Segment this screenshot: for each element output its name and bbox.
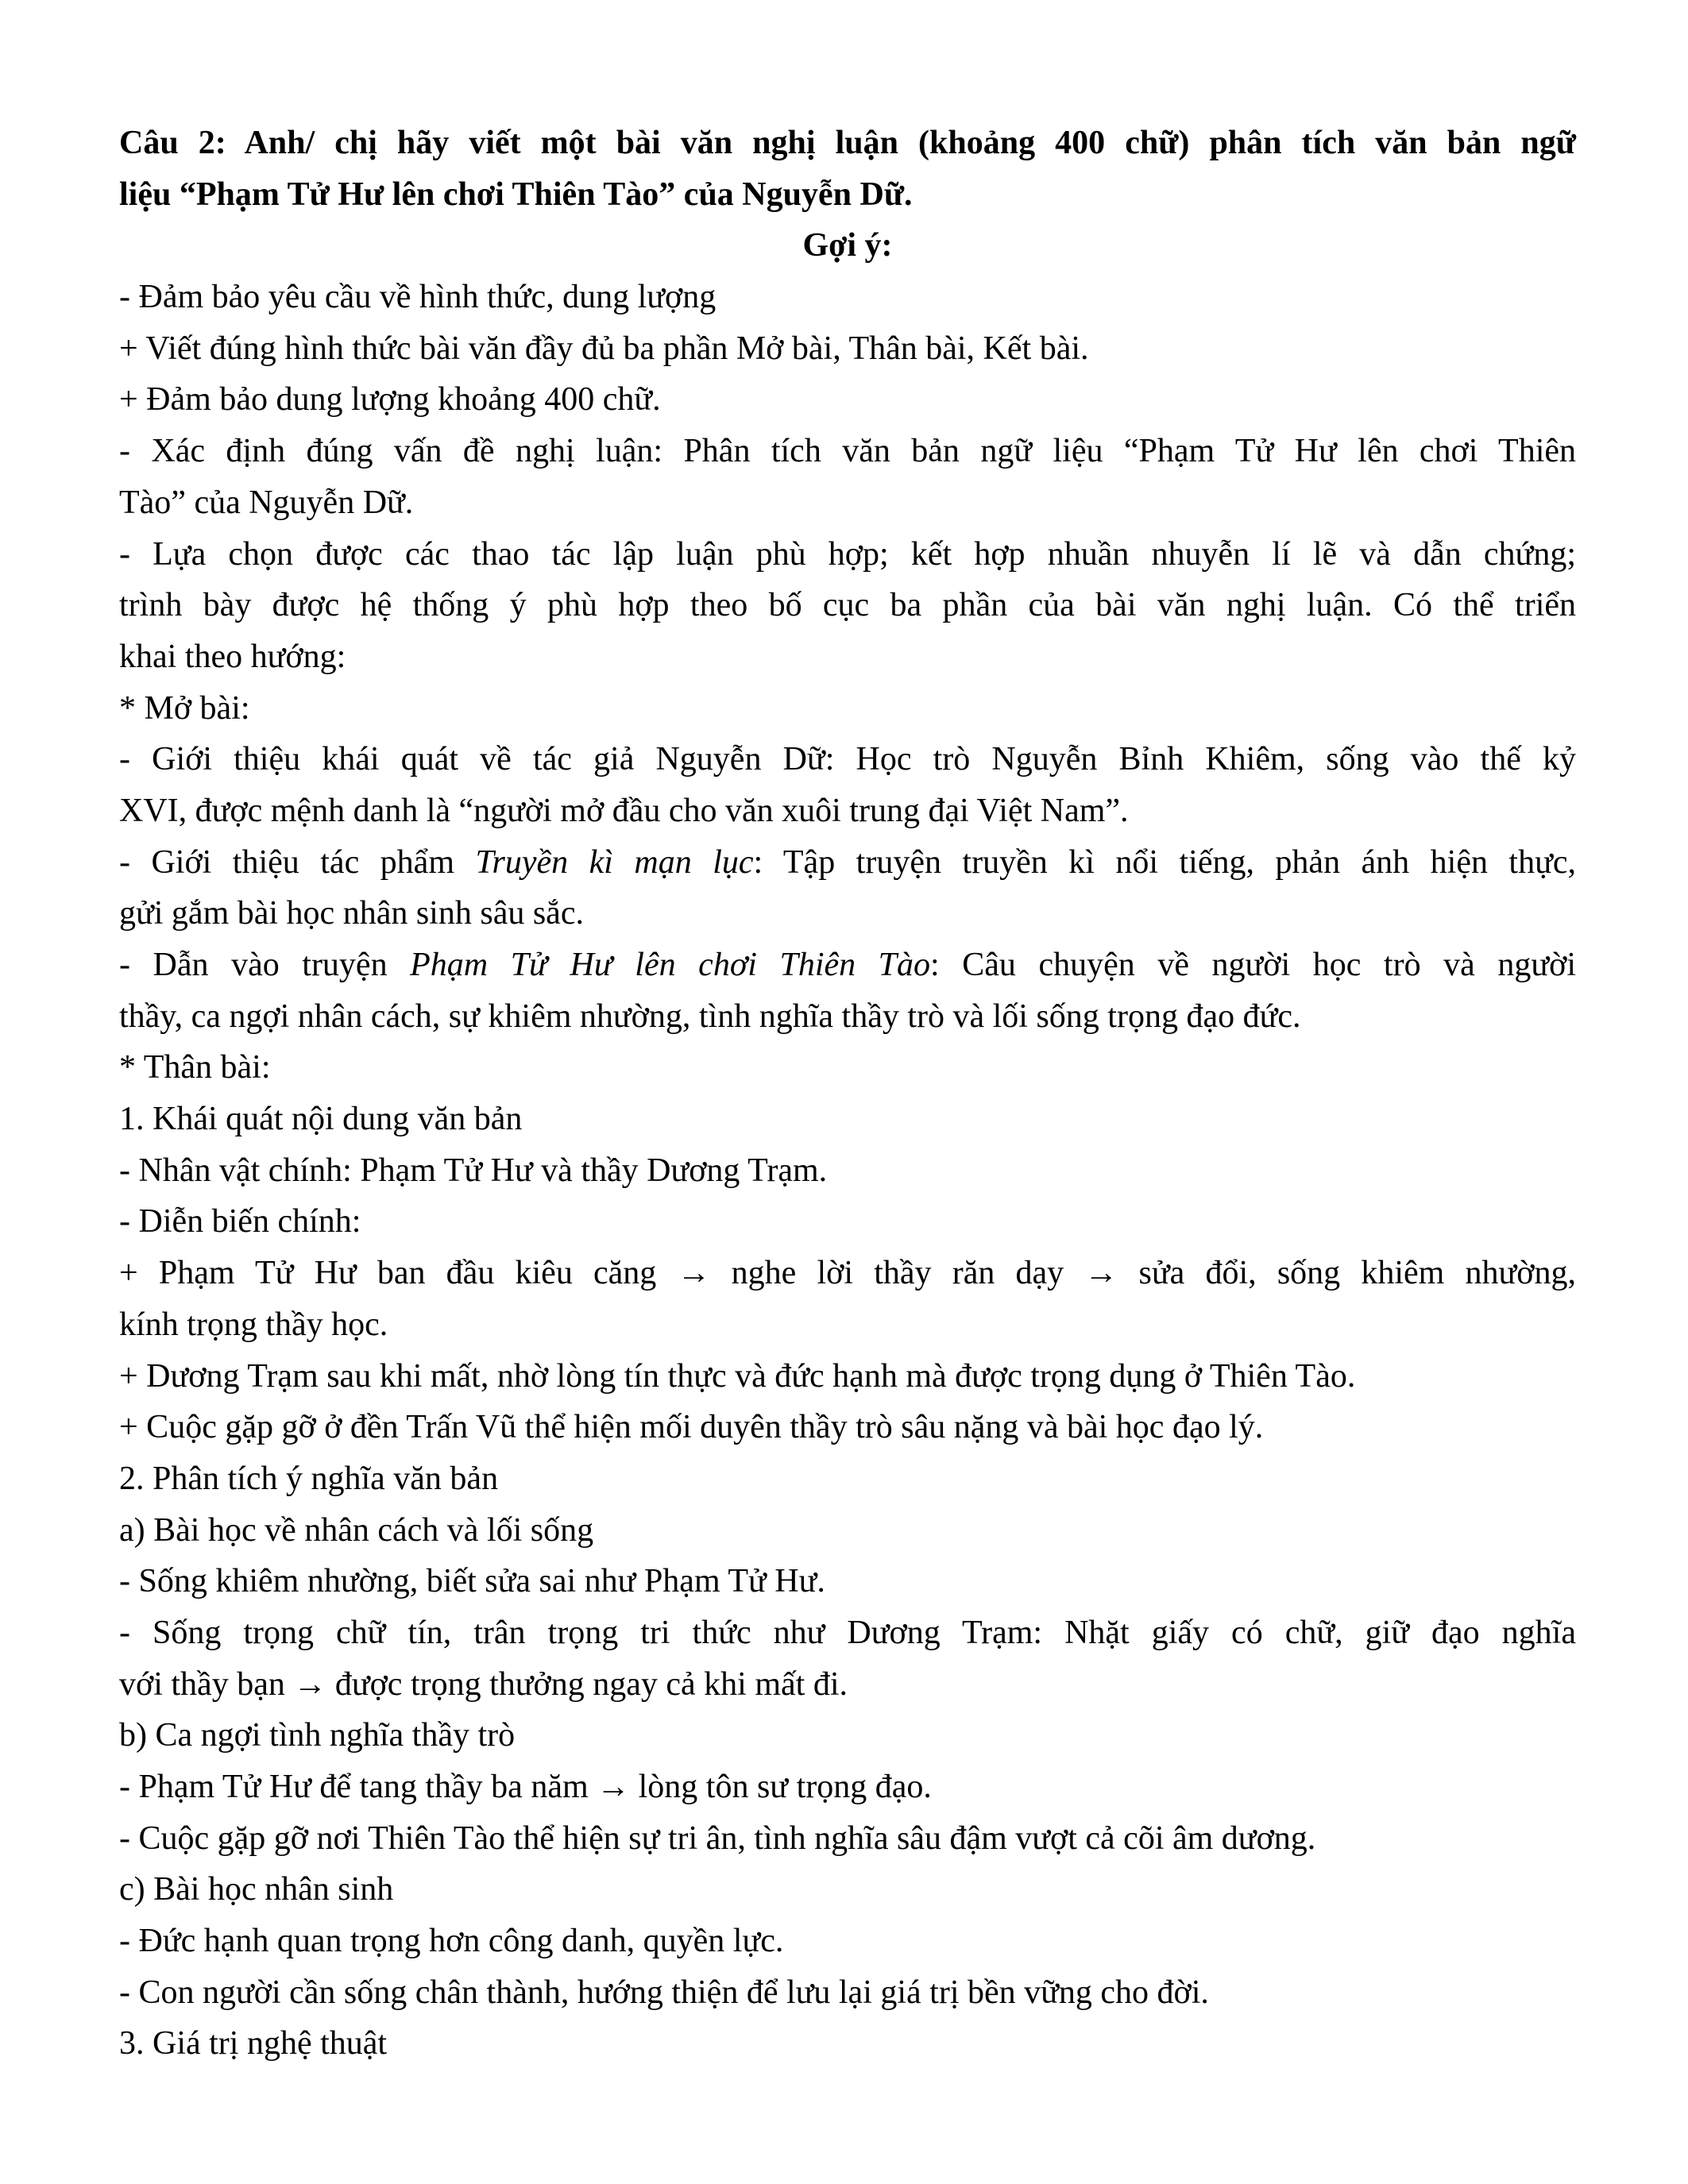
text-line: 2. Phân tích ý nghĩa văn bản xyxy=(119,1460,499,1497)
text-line: XVI, được mệnh danh là “người mở đầu cho văn xuôi trung đại Việt Nam”. xyxy=(119,792,1129,829)
text-line xyxy=(119,837,1576,889)
text-segment: - Giới thiệu tác phẩm xyxy=(119,843,476,881)
text-line: gửi gắm bài học nhân sinh sâu sắc. xyxy=(119,895,584,932)
text-line: - Lựa chọn được các thao tác lập luận phù hợp; kết hợp nhuần nhuyễn lí lẽ và dẫn chứng; xyxy=(119,535,1576,573)
text-line: - Sống khiêm nhường, biết sửa sai như Phạm Tử Hư. xyxy=(119,1563,825,1600)
text-line: + Cuộc gặp gỡ ở đền Trấn Vũ thể hiện mối duyên thầy trò sâu nặng và bài học đạo lý. xyxy=(119,1409,1264,1446)
document-page xyxy=(119,118,1576,2070)
text-line: - Đảm bảo yêu cầu về hình thức, dung lượng xyxy=(119,279,717,316)
book-title: Truyền kì mạn lục xyxy=(475,843,754,881)
story-title: Phạm Tử Hư lên chơi Thiên Tào xyxy=(410,947,931,983)
text-segment: : Tập truyện truyền kì nổi tiếng, phản ánh hiện thực, xyxy=(753,843,1577,881)
text-line: - Con người cần sống chân thành, hướng thiện để lưu lại giá trị bền vững cho đời. xyxy=(119,1974,1209,2011)
question-line-2: liệu “Phạm Tử Hư lên chơi Thiên Tào” của Nguyễn Dữ. xyxy=(119,176,913,213)
text-line: + Phạm Tử Hư ban đầu kiêu căng → nghe lời thầy răn dạy → sửa đổi, sống khiêm nhường, xyxy=(119,1255,1576,1292)
section-heading-than-bai: * Thân bài: xyxy=(119,1049,271,1086)
text-segment: - Dẫn vào truyện xyxy=(119,947,411,983)
text-line: + Dương Trạm sau khi mất, nhờ lòng tín thực và đức hạnh mà được trọng dụng ở Thiên Tào. xyxy=(119,1357,1356,1395)
text-line: b) Ca ngợi tình nghĩa thầy trò xyxy=(119,1717,516,1754)
text-line: - Giới thiệu khái quát về tác giả Nguyễn Dữ: Học trò Nguyễn Bỉnh Khiêm, sống vào thế kỷ xyxy=(119,741,1576,778)
section-heading-mo-bai: * Mở bài: xyxy=(119,689,250,727)
text-line: - Nhân vật chính: Phạm Tử Hư và thầy Dương Trạm. xyxy=(119,1152,828,1189)
text-line: với thầy bạn → được trọng thưởng ngay cả khi mất đi. xyxy=(119,1665,848,1703)
question-line-1: Câu 2: Anh/ chị hãy viết một bài văn nghị luận (khoảng 400 chữ) phân tích văn bản ngữ xyxy=(119,125,1576,161)
text-line: khai theo hướng: xyxy=(119,638,346,675)
text-line: - Phạm Tử Hư để tang thầy ba năm → lòng tôn sư trọng đạo. xyxy=(119,1769,932,1805)
text-line: c) Bài học nhân sinh xyxy=(119,1871,394,1908)
text-line: trình bày được hệ thống ý phù hợp theo bố cục ba phần của bài văn nghị luận. Có thể triển xyxy=(119,587,1576,624)
text-line: - Đức hạnh quan trọng hơn công danh, quyền lực. xyxy=(119,1923,784,1960)
text-line: + Viết đúng hình thức bài văn đầy đủ ba phần Mở bài, Thân bài, Kết bài. xyxy=(119,330,1089,367)
text-line xyxy=(119,940,1576,991)
text-line: 1. Khái quát nội dung văn bản xyxy=(119,1101,523,1138)
text-line: - Sống trọng chữ tín, trân trọng tri thức như Dương Trạm: Nhặt giấy có chữ, giữ đạo nghĩa xyxy=(119,1614,1576,1651)
text-line: a) Bài học về nhân cách và lối sống xyxy=(119,1511,594,1549)
text-line: Tào” của Nguyễn Dữ. xyxy=(119,484,414,521)
hint-heading: Gợi ý: xyxy=(802,227,893,264)
text-line: - Cuộc gặp gỡ nơi Thiên Tào thể hiện sự tri ân, tình nghĩa sâu đậm vượt cả cõi âm dương. xyxy=(119,1819,1316,1857)
text-line: 3. Giá trị nghệ thuật xyxy=(119,2025,388,2062)
text-line: - Diễn biến chính: xyxy=(119,1203,361,1241)
text-line: thầy, ca ngợi nhân cách, sự khiêm nhường, tình nghĩa thầy trò và lối sống trọng đạo đức. xyxy=(119,997,1301,1035)
text-line: + Đảm bảo dung lượng khoảng 400 chữ. xyxy=(119,381,661,419)
text-segment: : Câu chuyện về người học trò và người xyxy=(930,947,1576,983)
text-line: - Xác định đúng vấn đề nghị luận: Phân tích văn bản ngữ liệu “Phạm Tử Hư lên chơi Thiên xyxy=(119,433,1576,470)
text-line: kính trọng thầy học. xyxy=(119,1306,388,1343)
